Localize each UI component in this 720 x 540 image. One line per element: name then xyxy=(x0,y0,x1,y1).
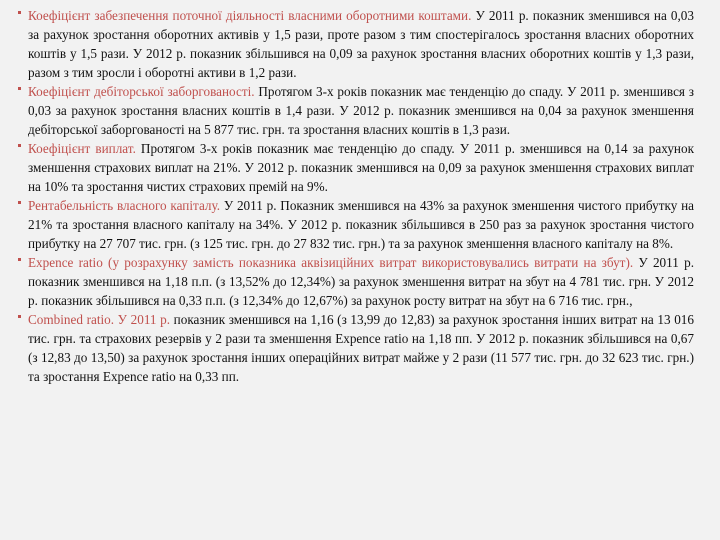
paragraph-working-capital-ratio xyxy=(24,6,694,82)
paragraph-text: У 2011 р. показник зменшився на 1,18 п.п. (з 13,52% до 12,34%) за рахунок зменшення витрат на збут на 4 781 тис. грн. У 2012 р. показник збільшився на 0,33 п.п. (з 12,34% до 12,67%) за рахунок росту витрат на збут на 6 716 тис. грн., xyxy=(28,255,694,308)
paragraph-return-on-equity xyxy=(24,196,694,253)
paragraph-text: показник зменшився на 1,16 (з 13,99 до 12,83) за рахунок зростання інших витрат на 13 016 тис. грн. та страхових резервів у 2 рази та зменшення Expence ratio на 1,18 пп. У 2012 р. показник збільшився на 0,67 (з 12,83 до 13,50) за рахунок зростання інших операційних витрат майже у 2 рази (11 577 тис. грн. до 32 623 тис. грн.) та зростання Expence ratio на 0,33 пп. xyxy=(28,312,694,384)
term-heading: Коефіцієнт виплат. xyxy=(28,141,136,156)
term-heading: Expence ratio (у розрахунку замість показника аквізиційних витрат використовувались витрати на збут). xyxy=(28,255,634,270)
paragraph-text: У 2011 р. Показник зменшився на 43% за рахунок зменшення чистого прибутку на 21% та зростання власного капіталу на 34%. У 2012 р. показник збільшився в 250 раз за рахунок зростання чистого прибутку на 27 707 тис. грн. (з 125 тис. грн. до 27 832 тис. грн.) та за рахунок зменшення власного капіталу на 8%. xyxy=(28,198,694,251)
term-heading: Коефіцієнт забезпечення поточної діяльності власними оборотними коштами. xyxy=(28,8,472,23)
paragraph-text: У 2011 р. показник зменшився на 0,03 за рахунок зростання оборотних активів у 1,5 рази, проте разом з тим спостерігалось зростання власних оборотних коштів у 1,5 рази. У 2012 р. показник збільшився на 0,09 за рахунок зростання власних оборотних коштів у 1,3 рази, разом з тим зросли і оборотні активи в 1,2 рази. xyxy=(28,8,694,80)
paragraph-text: Протягом 3-х років показник має тенденцію до спаду. У 2011 р. зменшився з 0,03 за рахунок зростання власних коштів в 1,4 рази. У 2012 р. показник зменшився на 0,04 за рахунок зменшення дебіторської заборгованості на 5 877 тис. грн. та зростання власних коштів в 1,3 рази. xyxy=(28,84,694,137)
paragraph-text: Протягом 3-х років показник має тенденцію до спаду. У 2011 р. зменшився на 0,14 за рахунок зменшення страхових виплат на 21%. У 2012 р. показник зменшився на 0,09 за рахунок зменшення страхових виплат на 10% та зростання чистих страхових премій на 9%. xyxy=(28,141,694,194)
paragraph-receivables-ratio xyxy=(24,82,694,139)
term-heading: Combined ratio. У 2011 р. xyxy=(28,312,171,327)
paragraph-combined-ratio xyxy=(24,310,694,386)
term-heading: Рентабельність власного капіталу. xyxy=(28,198,221,213)
paragraph-expence-ratio xyxy=(24,253,694,310)
term-heading: Коефіцієнт дебіторської заборгованості. xyxy=(28,84,255,99)
paragraph-payout-ratio xyxy=(24,139,694,196)
